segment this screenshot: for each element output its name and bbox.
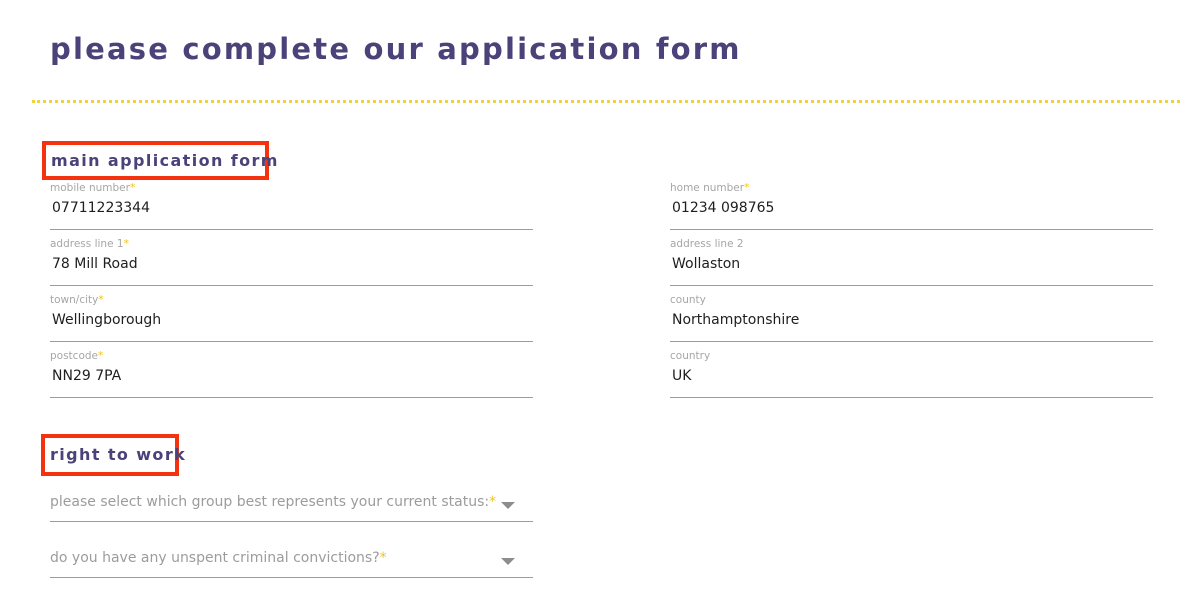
home-number-field[interactable] <box>670 182 1153 230</box>
country-field[interactable] <box>670 350 1153 398</box>
select-label: do you have any unspent criminal convictions?* <box>50 550 387 566</box>
field-value: Wellingborough <box>52 312 162 328</box>
field-label: town/city* <box>50 294 104 306</box>
chevron-down-icon[interactable] <box>501 502 515 509</box>
field-label: home number* <box>670 182 750 194</box>
select-label: please select which group best represents your current status:* <box>50 494 497 510</box>
chevron-down-icon[interactable] <box>501 558 515 565</box>
field-label: postcode* <box>50 350 104 362</box>
section-heading-right-to-work: right to work <box>50 445 187 464</box>
mobile-number-field[interactable] <box>50 182 533 230</box>
dotted-divider <box>32 100 1180 103</box>
field-value: UK <box>672 368 692 384</box>
field-label: county <box>670 294 706 306</box>
convictions-select[interactable] <box>50 544 533 578</box>
field-label: mobile number* <box>50 182 136 194</box>
field-value: 78 Mill Road <box>52 256 138 272</box>
field-value: Wollaston <box>672 256 741 272</box>
field-value: Northamptonshire <box>672 312 800 328</box>
field-value: 01234 098765 <box>672 200 775 216</box>
section-heading-main-form: main application form <box>51 151 279 170</box>
county-field[interactable] <box>670 294 1153 342</box>
field-value: 07711223344 <box>52 200 150 216</box>
status-select[interactable] <box>50 488 533 522</box>
town-city-field[interactable] <box>50 294 533 342</box>
field-label: country <box>670 350 711 362</box>
page-title: please complete our application form <box>50 32 742 66</box>
postcode-field[interactable] <box>50 350 533 398</box>
field-value: NN29 7PA <box>52 368 122 384</box>
field-label: address line 2 <box>670 238 744 250</box>
address-line-1-field[interactable] <box>50 238 533 286</box>
field-label: address line 1* <box>50 238 129 250</box>
address-line-2-field[interactable] <box>670 238 1153 286</box>
